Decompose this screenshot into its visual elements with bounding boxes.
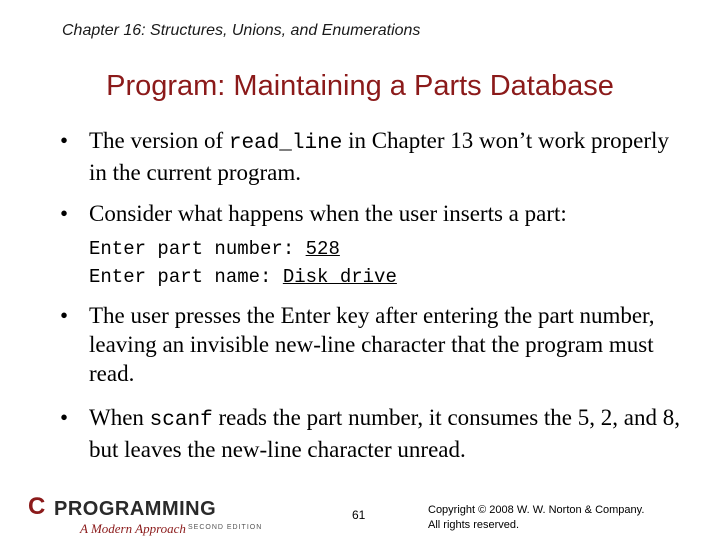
inline-code: scanf xyxy=(149,409,213,432)
code-prompt: Enter part number: xyxy=(89,238,306,260)
bullet-text: reads the part number, it consumes the 5, 2, and 8, but leaves the new-line character unread. xyxy=(89,405,680,462)
chapter-header: Chapter 16: Structures, Unions, and Enumerations xyxy=(62,22,421,39)
copyright-line: Copyright © 2008 W. W. Norton & Company. xyxy=(428,504,645,516)
bullet-dot-icon: • xyxy=(60,303,69,328)
code-line xyxy=(89,266,397,288)
bullet-text: The user presses the Enter key after entering the part number, leaving an invisible new-line character that the program must read. xyxy=(89,303,655,386)
bullet-item xyxy=(60,403,680,464)
book-logo xyxy=(28,493,268,537)
bullet-text: Consider what happens when the user inserts a part: xyxy=(89,201,567,226)
logo-subtitle: A Modern Approach xyxy=(80,521,186,536)
bullet-item xyxy=(60,199,680,228)
copyright xyxy=(428,503,644,533)
slide-title: Program: Maintaining a Parts Database xyxy=(106,70,614,102)
bullet-dot-icon: • xyxy=(60,405,69,430)
bullet-text: in Chapter 13 won’t work properly in the current program. xyxy=(89,128,669,185)
code-user-input: 528 xyxy=(305,238,340,260)
inline-code: read_line xyxy=(228,132,343,155)
code-user-input: Disk drive xyxy=(282,266,397,288)
bullet-text: When xyxy=(89,405,150,430)
copyright-line: All rights reserved. xyxy=(428,519,520,531)
code-line xyxy=(89,238,340,260)
bullet-item xyxy=(60,126,680,187)
code-prompt: Enter part name: xyxy=(89,266,283,288)
page-number: 61 xyxy=(352,508,366,522)
logo-c-letter: C xyxy=(28,493,46,520)
bullet-dot-icon: • xyxy=(60,201,69,226)
logo-edition: SECOND EDITION xyxy=(188,524,263,531)
bullet-dot-icon: • xyxy=(60,128,69,153)
bullet-text: The version of xyxy=(89,128,229,153)
bullet-item xyxy=(60,301,680,388)
logo-programming: PROGRAMMING xyxy=(54,498,217,520)
